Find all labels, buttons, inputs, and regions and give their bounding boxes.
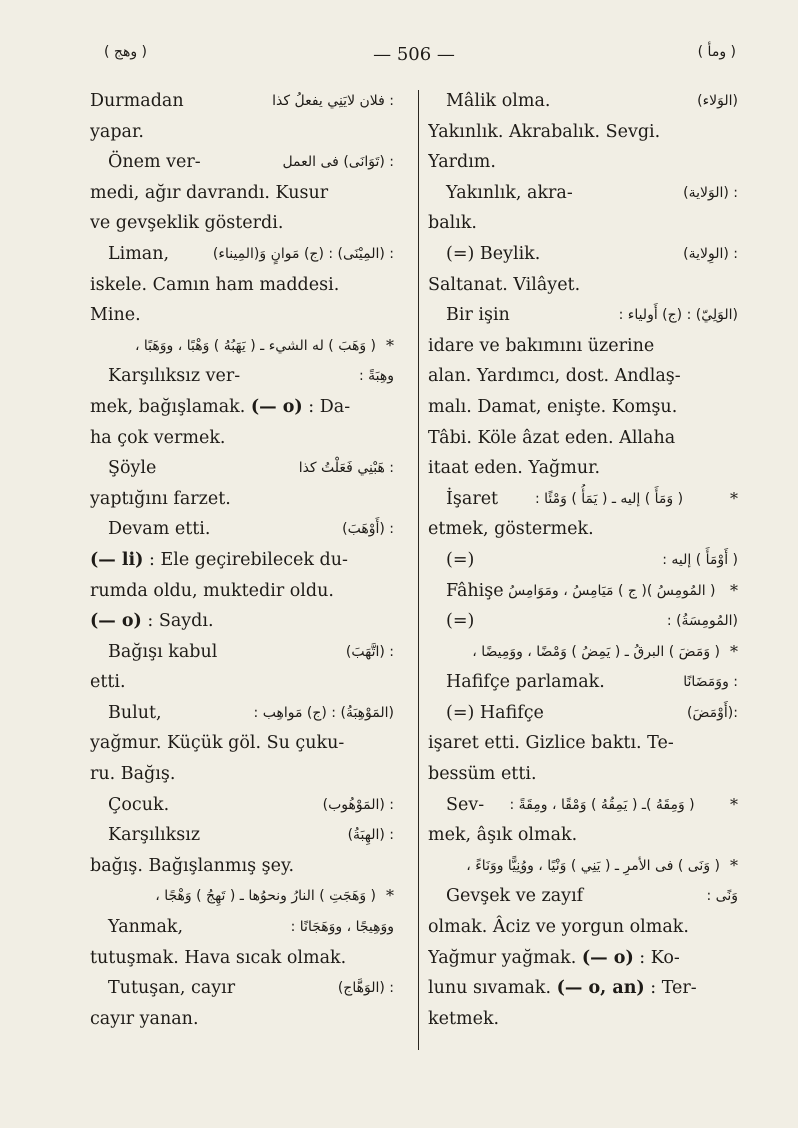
turkish-text: Karşılıksız ver- [108,366,241,387]
dictionary-line [428,270,738,301]
turkish-text: (=) Beylik. [446,243,541,264]
turkish-text: Önem ver- [108,152,201,173]
dictionary-line [428,576,738,607]
turkish-text: Fâhişe [446,580,504,601]
turkish-text: Mâlik olma. [446,91,551,111]
dictionary-line [90,239,394,270]
dictionary-line [90,545,394,576]
arabic-headword: (الوَلِيّ) : (ج) أَولياء : [618,307,738,324]
dictionary-line [90,698,394,729]
dictionary-line [428,117,738,148]
dictionary-line [428,545,738,576]
turkish-text: Bağışı kabul [108,641,218,662]
turkish-text: (— o) : Saydı. [90,611,214,632]
dictionary-line [90,667,394,698]
dictionary-line [428,606,738,637]
turkish-text: Yardım. [428,152,496,173]
turkish-text: etti. [90,672,126,693]
dictionary-line [90,943,394,974]
entry-star-marker: * [730,855,738,875]
dictionary-line [428,667,738,698]
turkish-text: (=) [446,549,475,570]
arabic-headword: وَنًى : [706,888,738,905]
dictionary-line [90,86,394,117]
turkish-text: cayır yanan. [90,1008,199,1029]
dictionary-line [90,637,394,668]
dictionary-line [428,973,738,1004]
turkish-text: yapar. [90,121,144,142]
turkish-text: mek, âşık olmak. [428,825,578,846]
turkish-text: bessüm etti. [428,764,537,785]
dictionary-line [90,147,394,178]
dictionary-line [90,1004,394,1035]
arabic-headword: : (المَوْهُوب) [322,796,394,813]
dictionary-line [428,514,738,545]
entry-star-marker: * [386,886,394,906]
turkish-text: Yanmak, [108,917,184,938]
dictionary-line [90,728,394,759]
arabic-headword: ( أَوْمَأَ ) إليه : [662,551,738,568]
turkish-text: (— li) : Ele geçirebilecek du- [90,549,348,570]
turkish-text: Tâbi. Köle âzat eden. Allaha [428,427,676,448]
turkish-text: Yakınlık, akra- [446,182,573,203]
turkish-text: Mine. [90,305,141,326]
dictionary-line [428,820,738,851]
arabic-headword: ( وَهَجَتِ ) النارُ ونحوُها ـ ( تَهِجُ ) وَهْجًا ، [155,888,376,905]
dictionary-line [90,300,394,331]
column-divider [418,90,419,1050]
dictionary-line [90,178,394,209]
header-left-keyword: ( وهج ) [104,44,148,60]
entry-star-marker: * [386,335,394,355]
dictionary-line [90,851,394,882]
turkish-text: ketmek. [428,1008,500,1029]
turkish-text: Gevşek ve zayıf [446,886,584,907]
turkish-text: Çocuk. [108,794,170,815]
dictionary-line [428,361,738,392]
dictionary-line [90,117,394,148]
dictionary-line [90,270,394,301]
turkish-text: Durmadan [90,91,184,111]
turkish-text: Hafifçe parlamak. [446,672,605,693]
turkish-text: rumda oldu, muktedir oldu. [90,580,334,601]
dictionary-line [428,759,738,790]
dictionary-line [90,790,394,821]
turkish-text: işaret etti. Gizlice baktı. Te- [428,733,674,754]
dictionary-line [428,239,738,270]
arabic-headword: : (المِيْنَى) : (ج) مَوانٍ وَ(المِيناء) [212,245,394,262]
arabic-headword: : (الهِبَةُ) [347,827,394,844]
dictionary-line [428,943,738,974]
dictionary-line [90,973,394,1004]
turkish-text: Yakınlık. Akrabalık. Sevgi. [428,121,661,142]
turkish-text: (=) [446,611,475,632]
dictionary-line [90,606,394,637]
arabic-headword: : (الوَلاية) [683,184,738,201]
turkish-text: mek, bağışlamak. (— o) : Da- [90,396,351,417]
turkish-text: Yağmur yağmak. (— o) : Ko- [428,947,680,968]
dictionary-line [90,484,394,515]
dictionary-line [90,423,394,454]
arabic-headword: ووَهِيجًا ، ووَهَجَانًا : [290,919,394,936]
dictionary-line [428,147,738,178]
arabic-headword: ( وَمَأَ ) إليه ـ ( يَمَأُ ) وَمْئًا : [534,490,684,507]
dictionary-line [428,331,738,362]
turkish-text: Sev- [446,794,485,815]
turkish-text: alan. Yardımcı, dost. Andlaş- [428,366,681,387]
turkish-text: Bulut, [108,702,162,723]
arabic-headword: : (تَوَانَى) فى العمل [282,154,394,171]
dictionary-line [428,86,738,117]
dictionary-line [428,881,738,912]
dictionary-line [428,1004,738,1035]
arabic-headword: : (اتَّهَبَ) [345,643,394,660]
dictionary-line [90,331,394,362]
turkish-text: Saltanat. Vilâyet. [428,274,581,295]
turkish-text: ve gevşeklik gösterdi. [90,213,284,234]
turkish-text: olmak. Âciz ve yorgun olmak. [428,917,689,938]
dictionary-line [90,759,394,790]
arabic-headword: ( وَمَضَ ) البرقُ ـ ( يَمِضُ ) وَمْضًا ، ووَمِيضًا ، [472,643,720,660]
arabic-headword: ( وَهَبَ ) له الشيء ـ ( يَهَبُهُ ) وَهْبًا ، ووَهَبًا ، [134,337,376,354]
turkish-text: tutuşmak. Hava sıcak olmak. [90,947,347,968]
page-header [90,40,738,70]
turkish-text: etmek, göstermek. [428,519,594,540]
arabic-headword: (المَوْهِبَةُ) : (ج) مَواهِب : [253,704,394,721]
arabic-headword: : ووَمَضَانًا [683,674,738,691]
header-right-keyword: ( ومأ ) [697,44,736,60]
arabic-headword: ( وَنَى ) فى الأمرِ ـ ( يَنِي ) وَنْيًا ، ووُنِيًّا ووَنَاءً ، [466,857,720,874]
turkish-text: itaat eden. Yağmur. [428,458,601,479]
turkish-text: medi, ağır davrandı. Kusur [90,182,329,203]
arabic-headword: ( المُومِسُ )( ج ) مَيَامِسُ ، ومَوَامِسُ [508,582,716,599]
dictionary-line [90,820,394,851]
entry-star-marker: * [729,488,738,508]
dictionary-line [90,453,394,484]
turkish-text: (=) Hafifçe [446,702,544,723]
dictionary-line [428,484,738,515]
dictionary-line [90,881,394,912]
turkish-text: idare ve bakımını üzerine [428,335,655,356]
turkish-text: Tutuşan, cayır [108,978,236,999]
dictionary-line [90,392,394,423]
turkish-text: Devam etti. [108,519,211,540]
turkish-text: Şöyle [108,458,157,479]
entry-star-marker: * [729,580,738,600]
turkish-text: Bir işin [446,305,510,326]
right-column [428,86,738,1034]
turkish-text: yaptığını farzet. [90,488,231,509]
turkish-text: iskele. Camın ham maddesi. [90,274,340,295]
arabic-headword: : (الوِلاية) [683,245,738,262]
turkish-text: Karşılıksız [108,825,201,846]
dictionary-line [428,300,738,331]
turkish-text: bağış. Bağışlanmış şey. [90,855,295,876]
dictionary-line [90,576,394,607]
arabic-headword: (المُومِسَةُ) : [666,613,738,630]
arabic-headword: : (أَوْهَبَ) [342,521,394,538]
dictionary-line [428,178,738,209]
turkish-text: yağmur. Küçük göl. Su çuku- [90,733,345,754]
dictionary-line [428,790,738,821]
left-column [90,86,394,1034]
dictionary-line [428,453,738,484]
arabic-headword: : هَبْنِي فَعَلْتُ كذا [298,460,394,477]
dictionary-line [428,208,738,239]
dictionary-line [428,912,738,943]
entry-star-marker: * [730,641,738,661]
dictionary-line [428,698,738,729]
arabic-headword: :(أَوْمَضَ) [687,704,738,721]
dictionary-line [90,514,394,545]
arabic-headword: ( وَمِقَهُ )ـ ( يَمِقُهُ ) وَمْقًا ، ومِقَةً : [509,796,695,813]
dictionary-line [428,423,738,454]
dictionary-line [90,361,394,392]
turkish-text: balık. [428,213,477,234]
arabic-headword: (الوَلاء) [697,93,738,109]
page-number: — 506 — [373,44,455,65]
turkish-text: ru. Bağış. [90,764,176,785]
dictionary-line [428,851,738,882]
dictionary-line [90,208,394,239]
dictionary-line [428,637,738,668]
turkish-text: İşaret [446,488,499,509]
arabic-headword: وهِبَةً : [358,368,394,385]
arabic-headword: : فلان لايَنِي يفعلُ كذا [272,93,394,109]
turkish-text: ha çok vermek. [90,427,226,448]
dictionary-line [428,728,738,759]
dictionary-line [90,912,394,943]
entry-star-marker: * [730,794,738,814]
dictionary-line [428,392,738,423]
turkish-text: Liman, [108,243,170,264]
arabic-headword: : (الوَهَّاج) [337,980,394,997]
turkish-text: lunu sıvamak. (— o, an) : Ter- [428,978,697,999]
turkish-text: malı. Damat, enişte. Komşu. [428,396,678,417]
